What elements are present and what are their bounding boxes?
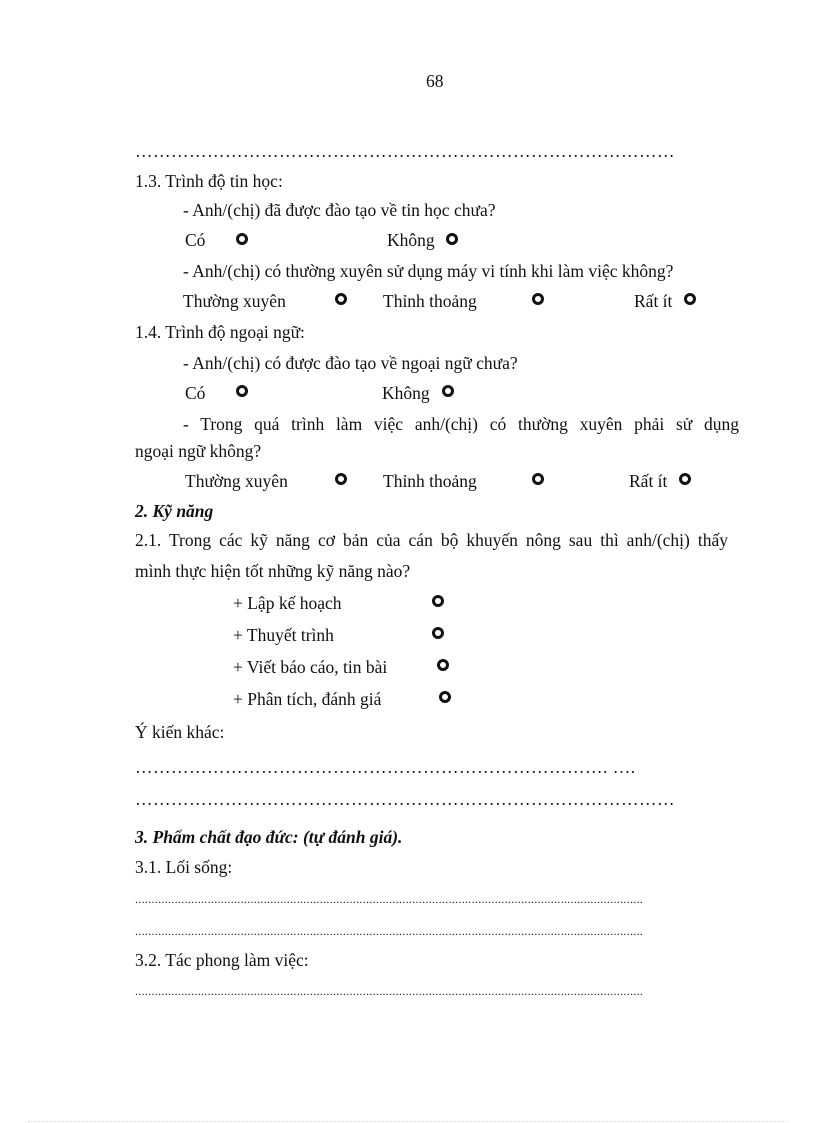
language-sometimes-label: Thỉnh thoảng <box>383 471 477 491</box>
answer-line-top[interactable]: ……………………………………………………………………………… <box>135 143 675 161</box>
lifestyle-line-2[interactable]: .......................................................................................................................................................... <box>135 925 644 937</box>
q-language-use-line1: - Trong quá trình làm việc anh/(chị) có thường xuyên phải sử dụng <box>183 414 739 434</box>
lang-yes-radio[interactable] <box>236 385 248 397</box>
q-language-training: - Anh/(chị) có được đào tạo về ngoại ngữ chưa? <box>183 353 518 373</box>
computer-often-label: Thường xuyên <box>183 291 286 311</box>
it-yes-label: Có <box>185 230 206 250</box>
page-number: 68 <box>426 71 444 91</box>
language-rarely-radio[interactable] <box>679 473 691 485</box>
skill-planning-label: + Lập kế hoạch <box>233 593 342 613</box>
it-no-radio[interactable] <box>446 233 458 245</box>
section-2-heading: 2. Kỹ năng <box>135 501 214 521</box>
skill-reporting-label: + Viết báo cáo, tin bài <box>233 657 388 677</box>
q-it-training: - Anh/(chị) đã được đào tạo về tin học chưa? <box>183 200 496 220</box>
skill-reporting-checkbox[interactable] <box>437 659 449 671</box>
lifestyle-line-1[interactable]: .......................................................................................................................................................... <box>135 893 644 905</box>
skill-analysis-label: + Phân tích, đánh giá <box>233 689 382 709</box>
lifestyle-label: 3.1. Lối sống: <box>135 857 233 877</box>
computer-sometimes-label: Thỉnh thoảng <box>383 291 477 311</box>
section-1-3-heading: 1.3. Trình độ tin học: <box>135 171 283 191</box>
section-1-4-heading: 1.4. Trình độ ngoại ngữ: <box>135 322 305 342</box>
language-rarely-label: Rất ít <box>629 471 668 491</box>
computer-rarely-radio[interactable] <box>684 293 696 305</box>
other-opinions-line-1[interactable]: ……………………………………………………………………. …. <box>135 759 636 777</box>
language-often-radio[interactable] <box>335 473 347 485</box>
skill-planning-checkbox[interactable] <box>432 595 444 607</box>
language-sometimes-radio[interactable] <box>532 473 544 485</box>
other-opinions-label: Ý kiến khác: <box>135 722 225 742</box>
q-skills-line1: 2.1. Trong các kỹ năng cơ bản của cán bộ khuyến nông sau thì anh/(chị) thấy <box>135 530 728 550</box>
lang-no-radio[interactable] <box>442 385 454 397</box>
it-no-label: Không <box>387 230 435 250</box>
skill-analysis-checkbox[interactable] <box>439 691 451 703</box>
q-skills-line2: mình thực hiện tốt những kỹ năng nào? <box>135 561 411 581</box>
section-3-heading: 3. Phẩm chất đạo đức: (tự đánh giá). <box>135 827 403 847</box>
q-computer-use: - Anh/(chị) có thường xuyên sử dụng máy vi tính khi làm việc không? <box>183 261 674 281</box>
it-yes-radio[interactable] <box>236 233 248 245</box>
other-opinions-line-2[interactable]: ……………………………………………………………………………… <box>135 791 675 809</box>
skill-presentation-label: + Thuyết trình <box>233 625 334 645</box>
page-bottom-edge <box>28 1121 788 1122</box>
work-style-line[interactable]: .......................................................................................................................................................... <box>135 985 644 997</box>
computer-sometimes-radio[interactable] <box>532 293 544 305</box>
computer-often-radio[interactable] <box>335 293 347 305</box>
q-language-use-line2: ngoại ngữ không? <box>135 441 262 461</box>
lang-yes-label: Có <box>185 383 206 403</box>
lang-no-label: Không <box>382 383 430 403</box>
skill-presentation-checkbox[interactable] <box>432 627 444 639</box>
work-style-label: 3.2. Tác phong làm việc: <box>135 950 309 970</box>
computer-rarely-label: Rất ít <box>634 291 673 311</box>
language-often-label: Thường xuyên <box>185 471 288 491</box>
